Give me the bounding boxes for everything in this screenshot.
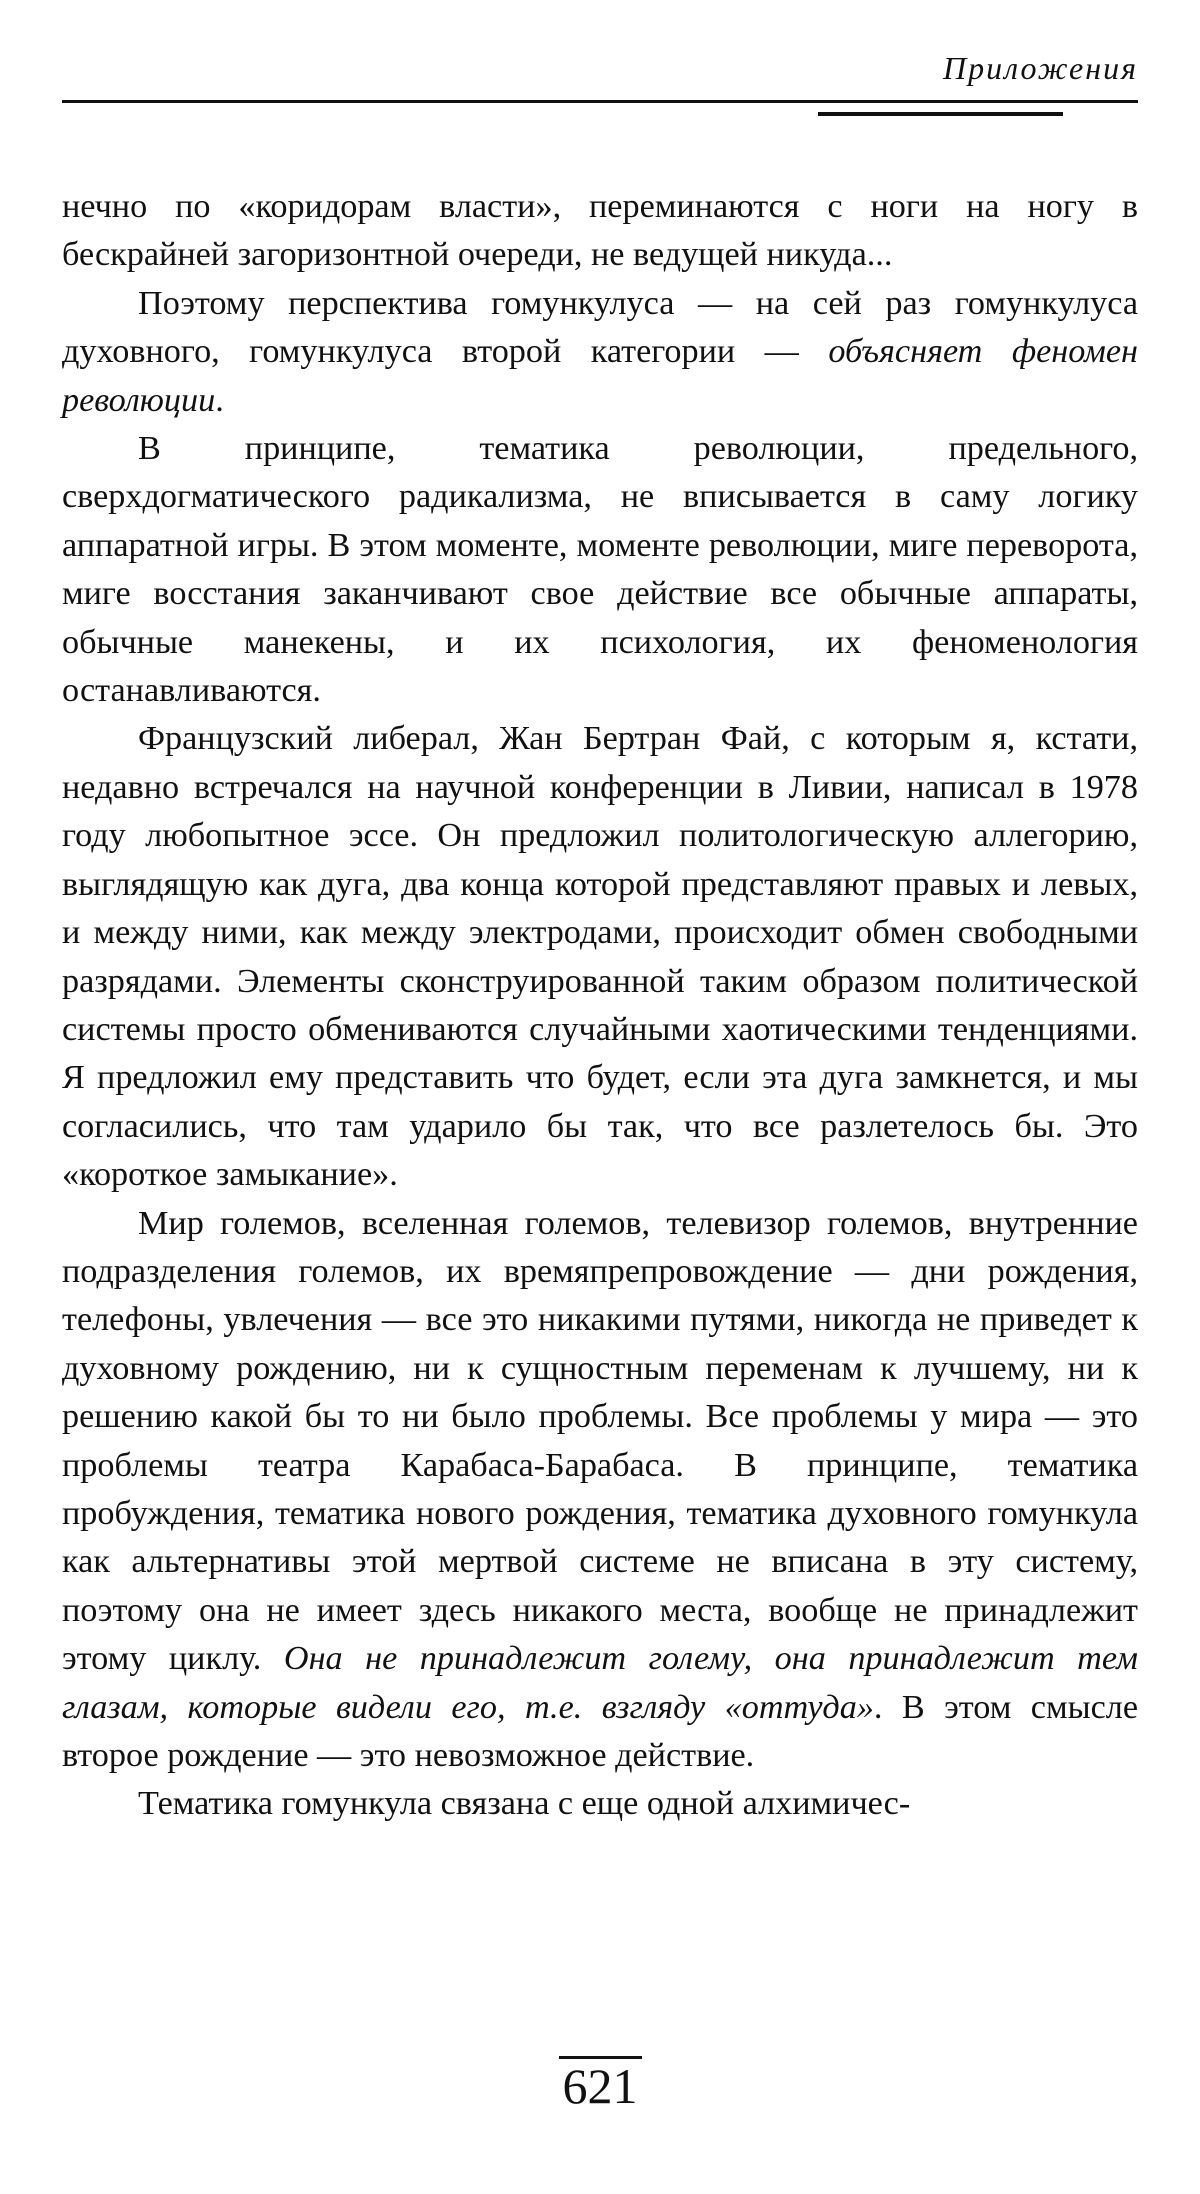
page-footer xyxy=(0,2056,1200,2113)
paragraph-5-start: Мир големов, вселенная големов, телевизор големов, внутренние подразделения големов, их времяпрепровождение — дни рождения, телефоны, увлечения — все это никакими путями, никогда не приведет к духовному рождению, ни к сущностным переменам к лучшему, ни к решению какой бы то ни было проблемы. Все проблемы у мира — это проблемы театра Карабаса-Барабаса. В принципе, тематика пробуждения, тематика нового рождения, тематика духовного гомункула как альтернативы этой мертвой системе не вписана в эту систему, поэтому она не имеет здесь никакого места, вообще не принадлежит этому циклу. xyxy=(62,1204,1138,1678)
paragraph-2-start: Поэтому перспектива гомункулуса — на сей раз гомункулуса духовного, гомункулуса второй категории — xyxy=(62,284,1138,371)
paragraph-2-end: . xyxy=(215,381,224,419)
paragraph-2 xyxy=(62,280,1138,425)
header-rule-long xyxy=(62,100,1138,103)
paragraph-1: нечно по «коридорам власти», переминаются с ноги на ногу в бескрайней загоризонтной очереди, не ведущей никуда... xyxy=(62,188,1138,274)
header-rule-short xyxy=(818,112,1063,116)
body-text xyxy=(62,183,1138,1829)
paragraph-5 xyxy=(62,1200,1138,1781)
paragraph-6: Тематика гомункула связана с еще одной алхимичес- xyxy=(138,1785,911,1823)
paragraph-2-italic: объясняет феномен революции xyxy=(62,333,1138,419)
paragraph-5-italic: Она не принадлежит голему, она принадлежит тем глазам, которые видели его, т.е. взгляду «оттуда» xyxy=(62,1640,1138,1726)
paragraph-3: В принципе, тематика революции, предельного, сверхдогматического радикализма, не вписывается в саму логику аппаратной игры. В этом моменте, моменте революции, миге переворота, миге восстания заканчивают свое действие все обычные аппараты, обычные манекены, и их психология, их феноменология останавливаются. xyxy=(62,430,1138,710)
paragraph-5-end: . В этом смысле второе рождение — это невозможное действие. xyxy=(62,1688,1138,1774)
page-number: 621 xyxy=(559,2056,642,2113)
running-head: Приложения xyxy=(943,50,1138,86)
paragraph-4: Французский либерал, Жан Бертран Фай, с которым я, кстати, недавно встречался на научной конференции в Ливии, написал в 1978 году любопытное эссе. Он предложил политологическую аллегорию, выглядящую как дуга, два конца которой представляют правых и левых, и между ними, как между электродами, происходит обмен свободными разрядами. Элементы сконструированной таким образом политической системы просто обмениваются случайными хаотическими тенденциями. Я предложил ему представить что будет, если эта дуга замкнется, и мы согласились, что там ударило бы так, что все разлетелось бы. Это «короткое замыкание». xyxy=(62,720,1138,1194)
page-header xyxy=(62,50,1138,110)
